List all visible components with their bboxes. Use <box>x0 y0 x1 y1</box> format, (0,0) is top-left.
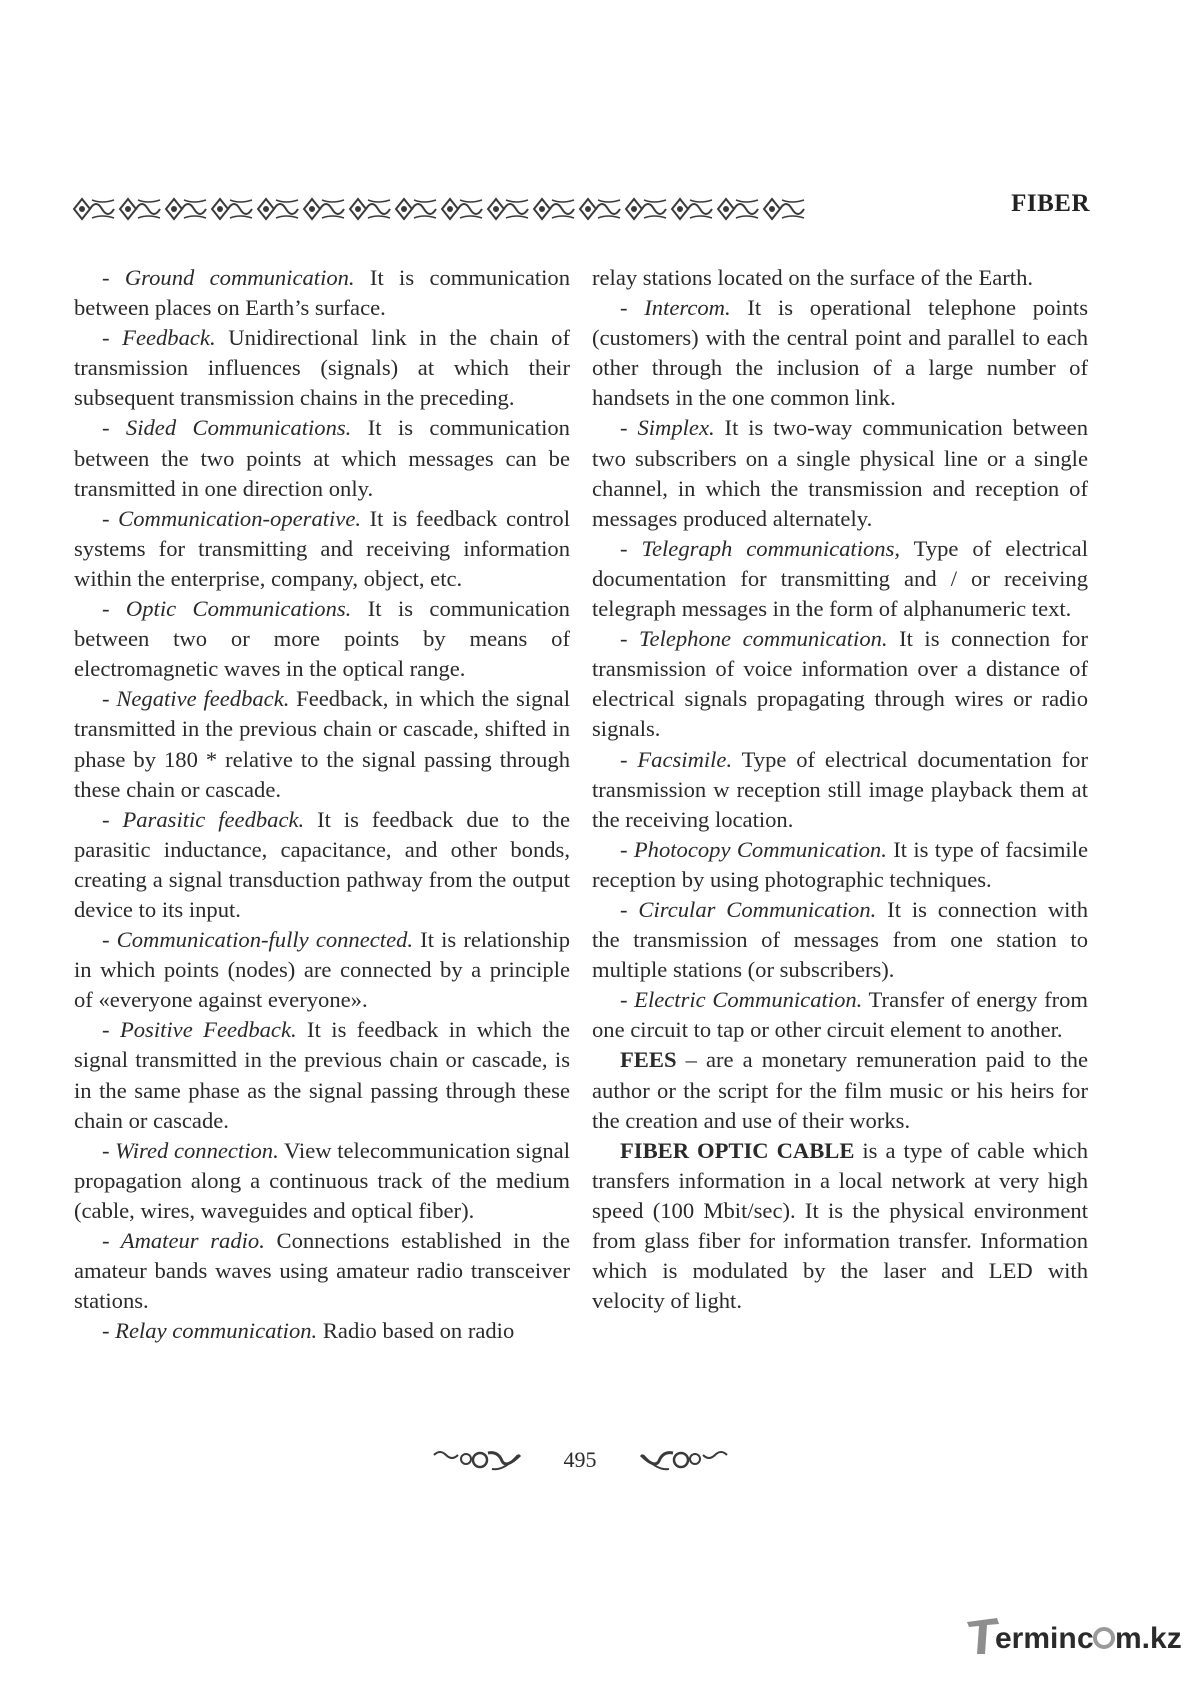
definition-paragraph <box>74 323 570 413</box>
term: - Feedback. <box>102 325 216 351</box>
definition-text: It is relationship in which points (nodes) are connected by a principle of «everyone against everyone». <box>74 927 570 1013</box>
term: - Ground communication. <box>102 265 355 290</box>
term: - Circular Communication. <box>620 896 877 922</box>
definition-paragraph <box>74 684 570 804</box>
ornament-motif <box>304 199 344 219</box>
ornament-motif <box>350 199 390 219</box>
entry-text: – are a monetary remuneration paid to the author or the script for the film music or his heirs for the creation and use of their works. <box>592 1047 1088 1133</box>
dictionary-entry <box>592 1045 1088 1135</box>
term: - Facsimile. <box>620 746 733 772</box>
ornament-motif <box>626 199 666 219</box>
definition-paragraph <box>592 413 1088 533</box>
running-head: FIBER <box>1011 190 1090 217</box>
page-footer <box>0 1445 1191 1479</box>
headword: FIBER OPTIC CABLE <box>620 1137 855 1163</box>
term: - Wired connection. <box>102 1137 279 1163</box>
svg-text:c: c <box>1077 1622 1094 1655</box>
definition-text: It is two-way communication between two subscribers on a single physical line or a single channel, in which the transmission and reception of messages produced alternately. <box>592 415 1088 531</box>
definition-paragraph <box>74 263 570 323</box>
right-column <box>592 263 1088 1316</box>
entry-text: is a type of cable which transfers information in a local network at very high speed (100 Mbit/sec). It is the physical environment from glass fiber for information transfer. Information which is modulated by the laser and LED with velocity of light. <box>592 1137 1088 1314</box>
term: - Amateur radio. <box>102 1228 265 1253</box>
term: - Intercom. <box>620 295 731 321</box>
definition-paragraph <box>74 504 570 594</box>
ornament-motif <box>396 199 436 219</box>
page-number-flourish-left-icon <box>432 1445 524 1475</box>
definition-text: Connections established in the amateur bands waves using amateur radio transceiver stations. <box>74 1228 570 1314</box>
term: - Relay communication. <box>102 1318 318 1344</box>
ornament-motif <box>534 199 574 219</box>
definition-paragraph <box>74 594 570 684</box>
term: - Negative feedback. <box>102 686 290 712</box>
watermark-logo <box>965 1614 1182 1660</box>
definition-paragraph <box>592 534 1088 624</box>
ornament-motif <box>442 199 482 219</box>
definition-paragraph <box>592 745 1088 835</box>
term: - Photocopy Communication. <box>620 836 887 862</box>
definition-paragraph <box>74 925 570 1015</box>
definition-text: It is type of facsimile reception by using photographic techniques. <box>592 836 1088 892</box>
definition-text: Radio based on radio <box>317 1318 515 1344</box>
term: - Telegraph communications, <box>620 535 901 561</box>
definition-paragraph <box>74 1226 570 1316</box>
svg-text:ermin: ermin <box>995 1622 1077 1655</box>
term: - Communication-operative. <box>102 505 362 531</box>
term: - Parasitic feedback. <box>102 806 305 832</box>
continued-text: relay stations located on the surface of the Earth. <box>592 265 1034 290</box>
definition-text: It is operational telephone points (customers) with the central point and parallel to each other through the inclusion of a large number of handsets in the one common link. <box>592 295 1088 411</box>
ornament-motif <box>718 199 758 219</box>
definition-paragraph <box>592 985 1088 1045</box>
term: - Optic Communications. <box>102 596 352 622</box>
definition-text: It is feedback control systems for transmitting and receiving information within the enterprise, company, object, etc. <box>74 505 570 591</box>
definition-text: Unidirectional link in the chain of transmission influences (signals) at which their subsequent transmission chains in the preceding. <box>74 325 570 411</box>
termincom-logo-icon <box>965 1614 1182 1660</box>
dictionary-entry <box>592 1136 1088 1317</box>
definition-text: It is communication between places on Earth’s surface. <box>74 265 570 321</box>
definition-paragraph <box>74 1136 570 1226</box>
definition-text: Feedback, in which the signal transmitted in the previous chain or cascade, shifted in phase by 180 * relative to the signal passing through these chain or cascade. <box>74 686 570 802</box>
term: - Simplex. <box>620 415 715 441</box>
ornament-motif <box>120 199 160 219</box>
left-column <box>74 263 570 1346</box>
definition-text: Type of electrical documentation for transmitting and / or receiving telegraph messages in the form of alphanumeric text. <box>592 535 1088 622</box>
ornament-motif <box>580 199 620 219</box>
term: - Electric Communication. <box>620 987 863 1013</box>
term: - Communication-fully connected. <box>102 927 414 953</box>
definition-paragraph <box>592 895 1088 985</box>
definition-text: Type of electrical documentation for transmission w reception still image playback them at the receiving location. <box>592 746 1089 832</box>
ornament-motif <box>672 199 712 219</box>
term: - Telephone communication. <box>620 626 888 652</box>
ornament-motif <box>212 199 252 219</box>
definition-paragraph <box>592 624 1088 744</box>
definition-paragraph <box>74 1316 570 1346</box>
definition-text: View telecommunication signal propagation along a continuous track of the medium (cable, wires, waveguides and optical fiber). <box>74 1137 570 1223</box>
ornament-motif <box>74 199 114 219</box>
definition-text: It is communication between two or more points by means of electromagnetic waves in the optical range. <box>74 596 570 682</box>
definition-text: It is connection with the transmission of messages from one station to multiple stations (or subscribers). <box>592 896 1088 983</box>
ornament-motif <box>258 199 298 219</box>
definition-paragraph <box>592 835 1088 895</box>
ornament-motif <box>488 199 528 219</box>
definition-text: It is connection for transmission of voice information over a distance of electrical signals propagating through wires or radio signals. <box>592 626 1088 742</box>
page-number: 495 <box>563 1447 597 1472</box>
header-ornament-band <box>72 194 812 224</box>
ornament-motif <box>166 199 206 219</box>
definition-paragraph <box>74 1015 570 1135</box>
term: - Positive Feedback. <box>102 1017 297 1043</box>
svg-text:m.kz: m.kz <box>1115 1622 1182 1655</box>
headword: FEES <box>620 1047 677 1073</box>
definition-text: It is communication between the two points at which messages can be transmitted in one direction only. <box>74 415 570 501</box>
definition-text: It is feedback due to the parasitic inductance, capacitance, and other bonds, creating a signal transduction pathway from the output device to its input. <box>74 806 570 922</box>
ornament-motif <box>764 199 804 219</box>
definition-text: Transfer of energy from one circuit to tap or other circuit element to another. <box>592 987 1088 1043</box>
definition-text: It is feedback in which the signal transmitted in the previous chain or cascade, is in the same phase as the signal passing through these chain or cascade. <box>74 1017 570 1133</box>
definition-paragraph <box>74 805 570 925</box>
definition-paragraph <box>592 293 1088 413</box>
definition-paragraph <box>74 413 570 503</box>
term: - Sided Communications. <box>102 415 352 441</box>
page-number-flourish-right-icon <box>637 1445 729 1475</box>
